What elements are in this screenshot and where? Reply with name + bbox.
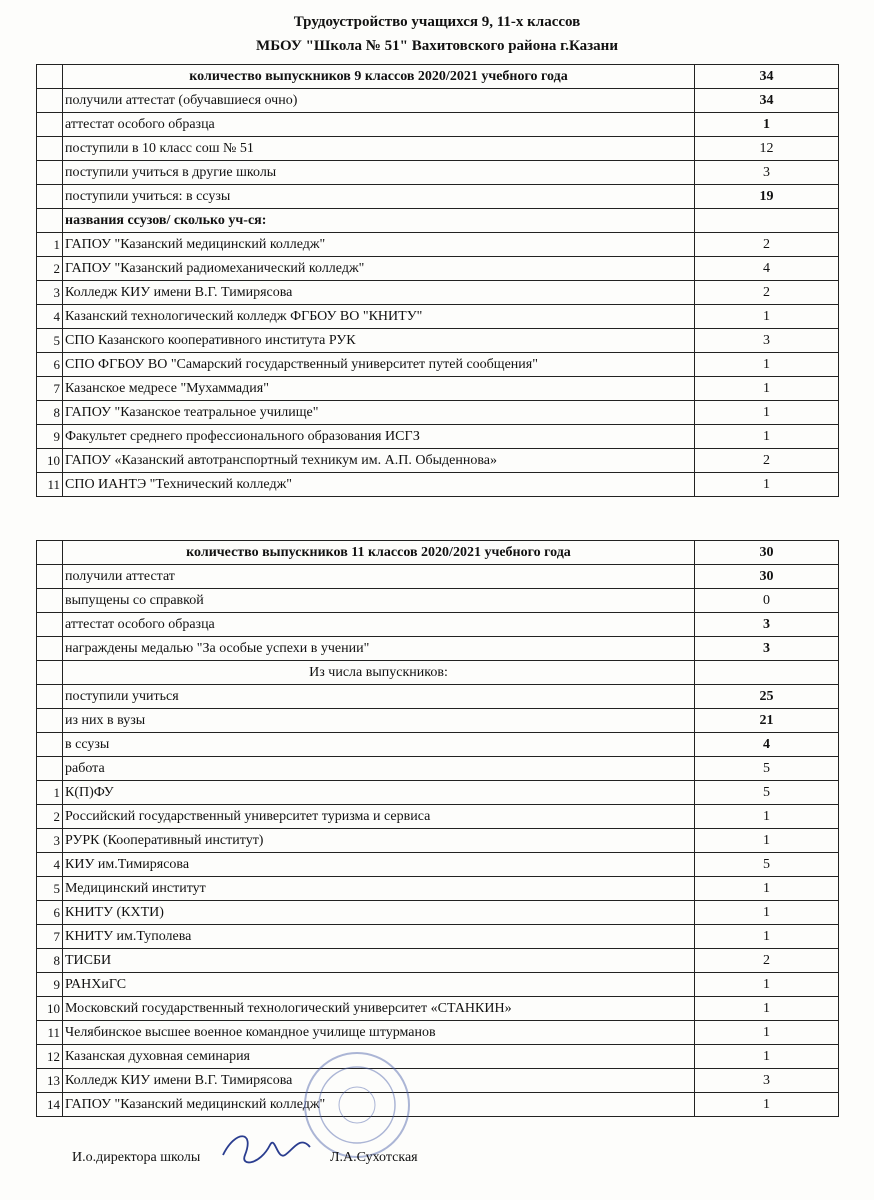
row-value: 1 — [695, 377, 839, 401]
subheader-row — [37, 661, 839, 685]
row-number — [37, 685, 63, 709]
row-label: ГАПОУ "Казанский медицинский колледж" — [63, 233, 695, 257]
row-value: 4 — [695, 733, 839, 757]
row-value: 19 — [695, 185, 839, 209]
stat-row — [37, 637, 839, 661]
row-value: 1 — [695, 1045, 839, 1069]
signer-role: И.о.директора школы — [72, 1150, 201, 1165]
row-label: Челябинское высшее военное командное училище штурманов — [63, 1021, 695, 1045]
row-number: 14 — [37, 1093, 63, 1117]
row-number — [37, 613, 63, 637]
college-row — [37, 233, 839, 257]
row-value: 5 — [695, 853, 839, 877]
row-value: 3 — [695, 161, 839, 185]
row-value: 25 — [695, 685, 839, 709]
row-label: СПО Казанского кооперативного института РУК — [63, 329, 695, 353]
row-number — [37, 113, 63, 137]
row-label: аттестат особого образца — [63, 113, 695, 137]
row-number: 9 — [37, 425, 63, 449]
college-row — [37, 473, 839, 497]
row-number — [37, 757, 63, 781]
row-label: ТИСБИ — [63, 949, 695, 973]
row-number: 8 — [37, 949, 63, 973]
row-label: поступили учиться: в ссузы — [63, 185, 695, 209]
row-value: 5 — [695, 781, 839, 805]
university-row — [37, 1069, 839, 1093]
row-label: ГАПОУ "Казанский радиомеханический колледж" — [63, 257, 695, 281]
college-row — [37, 305, 839, 329]
stat-row — [37, 113, 839, 137]
row-label: Медицинский институт — [63, 877, 695, 901]
university-row — [37, 925, 839, 949]
row-value: 3 — [695, 637, 839, 661]
row-value: 1 — [695, 877, 839, 901]
row-number: 7 — [37, 925, 63, 949]
row-value: 3 — [695, 613, 839, 637]
row-value: 1 — [695, 973, 839, 997]
row-label: получили аттестат — [63, 565, 695, 589]
row-label: Казанское медресе "Мухаммадия" — [63, 377, 695, 401]
college-row — [37, 329, 839, 353]
row-number: 2 — [37, 257, 63, 281]
row-value — [695, 209, 839, 233]
university-row — [37, 949, 839, 973]
row-number — [37, 541, 63, 565]
row-number — [37, 637, 63, 661]
outcome-row — [37, 685, 839, 709]
row-value: 1 — [695, 425, 839, 449]
row-value: 2 — [695, 281, 839, 305]
school-name: МБОУ "Школа № 51" Вахитовского района г.Казани — [256, 38, 618, 54]
row-label: КНИТУ (КХТИ) — [63, 901, 695, 925]
row-number: 10 — [37, 449, 63, 473]
college-row — [37, 257, 839, 281]
row-number — [37, 185, 63, 209]
row-label: работа — [63, 757, 695, 781]
row-label: в ссузы — [63, 733, 695, 757]
university-row — [37, 829, 839, 853]
grade11-header-value: 30 — [695, 541, 839, 565]
row-value: 34 — [695, 89, 839, 113]
row-label: Московский государственный технологический университет «СТАНКИН» — [63, 997, 695, 1021]
grade11-table — [36, 540, 839, 1117]
row-label: Факультет среднего профессионального образования ИСГЗ — [63, 425, 695, 449]
grade9-header-value: 34 — [695, 65, 839, 89]
college-row — [37, 377, 839, 401]
university-row — [37, 1045, 839, 1069]
stat-row — [37, 185, 839, 209]
document-title: Трудоустройство учащихся 9, 11-х классов — [293, 14, 581, 30]
row-value: 1 — [695, 901, 839, 925]
row-label: РАНХиГС — [63, 973, 695, 997]
row-value: 1 — [695, 353, 839, 377]
row-value: 5 — [695, 757, 839, 781]
grade11-header-label: количество выпускников 11 классов 2020/2021 учебного года — [63, 541, 695, 565]
signature-icon — [215, 1125, 325, 1175]
row-value: 1 — [695, 997, 839, 1021]
row-value: 0 — [695, 589, 839, 613]
row-label: поступили учиться — [63, 685, 695, 709]
row-label: ГАПОУ "Казанское театральное училище" — [63, 401, 695, 425]
row-number — [37, 709, 63, 733]
stat-row — [37, 589, 839, 613]
row-number: 9 — [37, 973, 63, 997]
row-number: 1 — [37, 781, 63, 805]
row-label: Колледж КИУ имени В.Г. Тимирясова — [63, 1069, 695, 1093]
stat-row — [37, 565, 839, 589]
university-row — [37, 877, 839, 901]
outcome-row — [37, 709, 839, 733]
row-number — [37, 733, 63, 757]
row-number — [37, 137, 63, 161]
row-number: 2 — [37, 805, 63, 829]
row-value — [695, 661, 839, 685]
row-label: Колледж КИУ имени В.Г. Тимирясова — [63, 281, 695, 305]
stat-row — [37, 613, 839, 637]
row-number: 4 — [37, 853, 63, 877]
college-row — [37, 449, 839, 473]
row-number: 12 — [37, 1045, 63, 1069]
university-row — [37, 781, 839, 805]
row-number: 13 — [37, 1069, 63, 1093]
row-label: ГАПОУ «Казанский автотранспортный техникум им. А.П. Обыденнова» — [63, 449, 695, 473]
row-number: 7 — [37, 377, 63, 401]
row-number: 4 — [37, 305, 63, 329]
stat-row — [37, 89, 839, 113]
row-value: 12 — [695, 137, 839, 161]
row-number — [37, 589, 63, 613]
row-value: 1 — [695, 805, 839, 829]
row-value: 2 — [695, 233, 839, 257]
row-value: 1 — [695, 113, 839, 137]
row-label: ГАПОУ "Казанский медицинский колледж" — [63, 1093, 695, 1117]
row-value: 1 — [695, 829, 839, 853]
row-number: 5 — [37, 877, 63, 901]
subheader-label: Из числа выпускников: — [63, 661, 695, 685]
row-number: 6 — [37, 353, 63, 377]
outcome-row — [37, 733, 839, 757]
university-row — [37, 805, 839, 829]
outcome-row — [37, 757, 839, 781]
row-label: Казанская духовная семинария — [63, 1045, 695, 1069]
row-label: Казанский технологический колледж ФГБОУ ВО "КНИТУ" — [63, 305, 695, 329]
row-label: выпущены со справкой — [63, 589, 695, 613]
row-number: 5 — [37, 329, 63, 353]
college-row — [37, 281, 839, 305]
row-value: 1 — [695, 1093, 839, 1117]
row-label: награждены медалью "За особые успехи в учении" — [63, 637, 695, 661]
university-row — [37, 973, 839, 997]
row-value: 2 — [695, 449, 839, 473]
row-label: аттестат особого образца — [63, 613, 695, 637]
row-number: 11 — [37, 473, 63, 497]
row-number: 6 — [37, 901, 63, 925]
college-row — [37, 425, 839, 449]
row-value: 1 — [695, 401, 839, 425]
university-row — [37, 1021, 839, 1045]
row-label: получили аттестат (обучавшиеся очно) — [63, 89, 695, 113]
row-value: 1 — [695, 1021, 839, 1045]
signer-name: Л.А.Сухотская — [330, 1150, 418, 1165]
row-value: 2 — [695, 949, 839, 973]
row-number — [37, 565, 63, 589]
row-number: 8 — [37, 401, 63, 425]
row-number — [37, 661, 63, 685]
row-value: 1 — [695, 305, 839, 329]
row-number: 3 — [37, 281, 63, 305]
college-row — [37, 353, 839, 377]
row-value: 4 — [695, 257, 839, 281]
stat-row — [37, 137, 839, 161]
row-label: поступили в 10 класс сош № 51 — [63, 137, 695, 161]
university-row — [37, 901, 839, 925]
row-number — [37, 161, 63, 185]
grade11-header-row — [37, 541, 839, 565]
list-header-row — [37, 209, 839, 233]
row-label: из них в вузы — [63, 709, 695, 733]
university-row — [37, 853, 839, 877]
row-label: КИУ им.Тимирясова — [63, 853, 695, 877]
row-value: 1 — [695, 473, 839, 497]
list-header-label: названия ссузов/ сколько уч-ся: — [63, 209, 695, 233]
university-row — [37, 1093, 839, 1117]
college-row — [37, 401, 839, 425]
row-number: 3 — [37, 829, 63, 853]
grade9-header-label: количество выпускников 9 классов 2020/2021 учебного года — [63, 65, 695, 89]
row-value: 1 — [695, 925, 839, 949]
stat-row — [37, 161, 839, 185]
row-value: 21 — [695, 709, 839, 733]
university-row — [37, 997, 839, 1021]
row-number: 11 — [37, 1021, 63, 1045]
row-label: РУРК (Кооперативный институт) — [63, 829, 695, 853]
row-value: 3 — [695, 329, 839, 353]
row-value: 3 — [695, 1069, 839, 1093]
row-number: 1 — [37, 233, 63, 257]
grade9-table — [36, 64, 839, 497]
row-value: 30 — [695, 565, 839, 589]
row-label: СПО ИАНТЭ "Технический колледж" — [63, 473, 695, 497]
row-label: К(П)ФУ — [63, 781, 695, 805]
row-number: 10 — [37, 997, 63, 1021]
row-label: СПО ФГБОУ ВО "Самарский государственный университет путей сообщения" — [63, 353, 695, 377]
row-number — [37, 65, 63, 89]
row-number — [37, 209, 63, 233]
row-label: поступили учиться в другие школы — [63, 161, 695, 185]
row-label: Российский государственный университет туризма и сервиса — [63, 805, 695, 829]
row-label: КНИТУ им.Туполева — [63, 925, 695, 949]
row-number — [37, 89, 63, 113]
grade9-header-row — [37, 65, 839, 89]
